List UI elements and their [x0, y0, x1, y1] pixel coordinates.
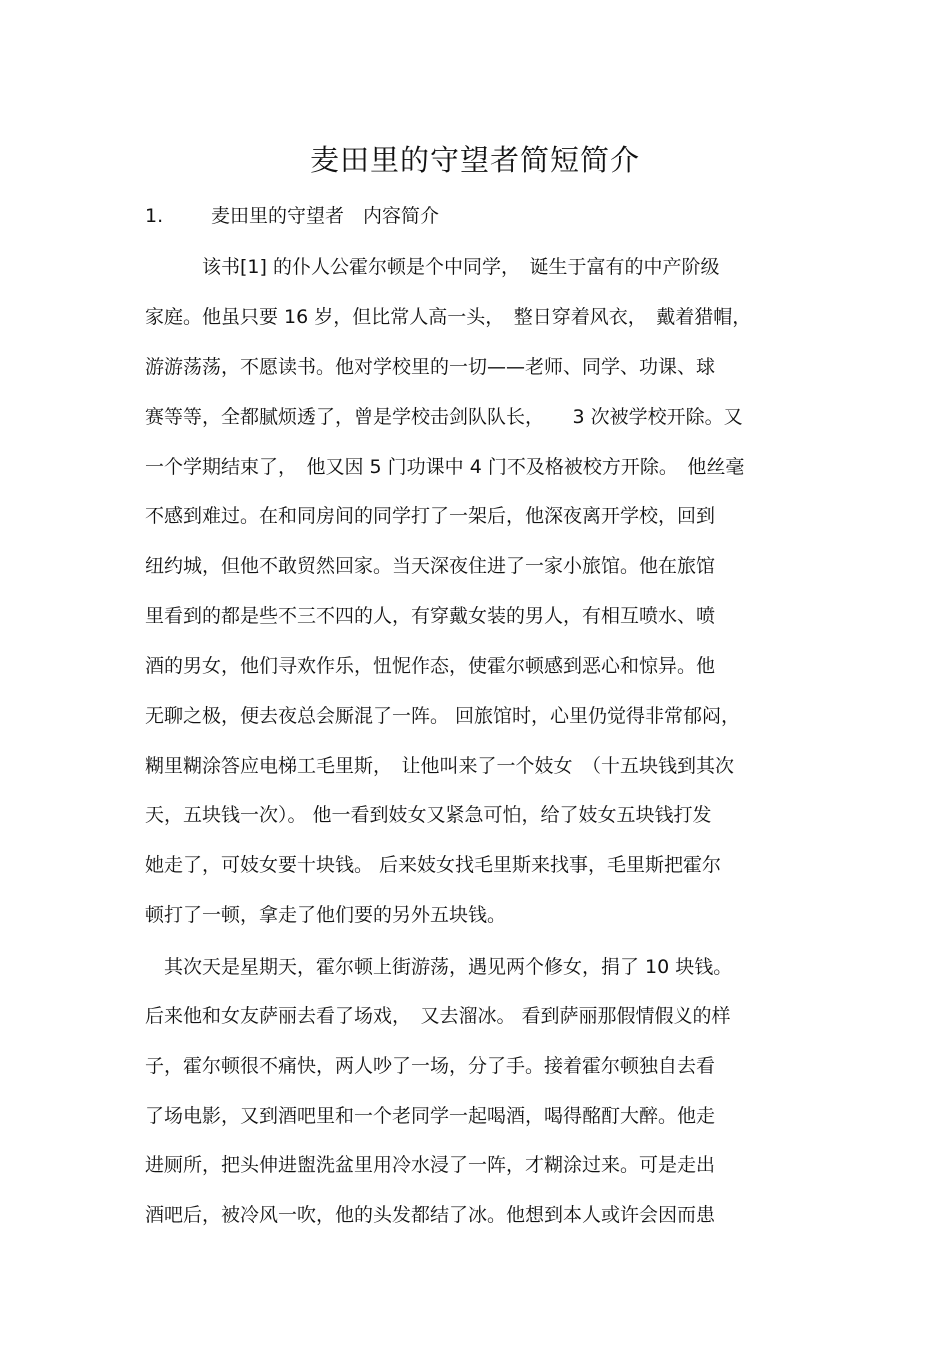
text-line: 顿打了一顿，拿走了他们要的另外五块钱。 [145, 904, 507, 926]
text-line: 糊里糊涂答应电梯工毛里斯， 让他叫来了一个妓女 （十五块钱到其次 [145, 755, 735, 777]
text-line: 无聊之极，便去夜总会厮混了一阵。 回旅馆时，心里仍觉得非常郁闷， [145, 705, 741, 727]
text-line: 酒的男女，他们寻欢作乐，忸怩作态，使霍尔顿感到恶心和惊异。他 [145, 655, 716, 677]
text-line: 一个学期结束了， 他又因 5 门功课中 4 门不及格被校方开除。 他丝毫 [145, 456, 745, 478]
section-title: 麦田里的守望者 内容简介 [211, 205, 440, 227]
text-line: 子，霍尔顿很不痛快，两人吵了一场，分了手。接着霍尔顿独自去看 [145, 1055, 716, 1077]
text-line: 该书[1] 的仆人公霍尔顿是个中同学， 诞生于富有的中产阶级 [145, 256, 720, 278]
text-line: 不感到难过。在和同房间的同学打了一架后，他深夜离开学校，回到 [145, 505, 716, 527]
text-line: 酒吧后，被冷风一吹，他的头发都结了冰。他想到本人或许会因而患 [145, 1204, 716, 1226]
text-line: 天，五块钱一次）。 他一看到妓女又紧急可怕，给了妓女五块钱打发 [145, 804, 712, 826]
text-line: 其次天是星期天，霍尔顿上街游荡，遇见两个修女，捐了 10 块钱。 [145, 956, 733, 978]
section-number: 1. [145, 205, 164, 227]
text-line: 了场电影，又到酒吧里和一个老同学一起喝酒，喝得酩酊大醉。他走 [145, 1105, 716, 1127]
text-line: 家庭。他虽只要 16 岁，但比常人高一头， 整日穿着风衣， 戴着猎帽， [145, 306, 752, 328]
text-line: 她走了，可妓女要十块钱。 后来妓女找毛里斯来找事，毛里斯把霍尔 [145, 854, 722, 876]
section-heading [145, 201, 439, 231]
text-line: 纽约城，但他不敢贸然回家。当天深夜住进了一家小旅馆。他在旅馆 [145, 555, 716, 577]
text-line: 游游荡荡，不愿读书。他对学校里的一切——老师、同学、功课、球 [145, 356, 716, 378]
text-line: 进厕所，把头伸进盥洗盆里用冷水浸了一阵，才糊涂过来。可是走出 [145, 1154, 716, 1176]
text-line: 赛等等，全都腻烦透了，曾是学校击剑队队长， 3 次被学校开除。又 [145, 406, 743, 428]
page-title: 麦田里的守望者简短简介 [309, 143, 640, 177]
text-line: 后来他和女友萨丽去看了场戏， 又去溜冰。 看到萨丽那假情假义的样 [145, 1005, 731, 1027]
text-line: 里看到的都是些不三不四的人，有穿戴女装的男人，有相互喷水、喷 [145, 605, 716, 627]
